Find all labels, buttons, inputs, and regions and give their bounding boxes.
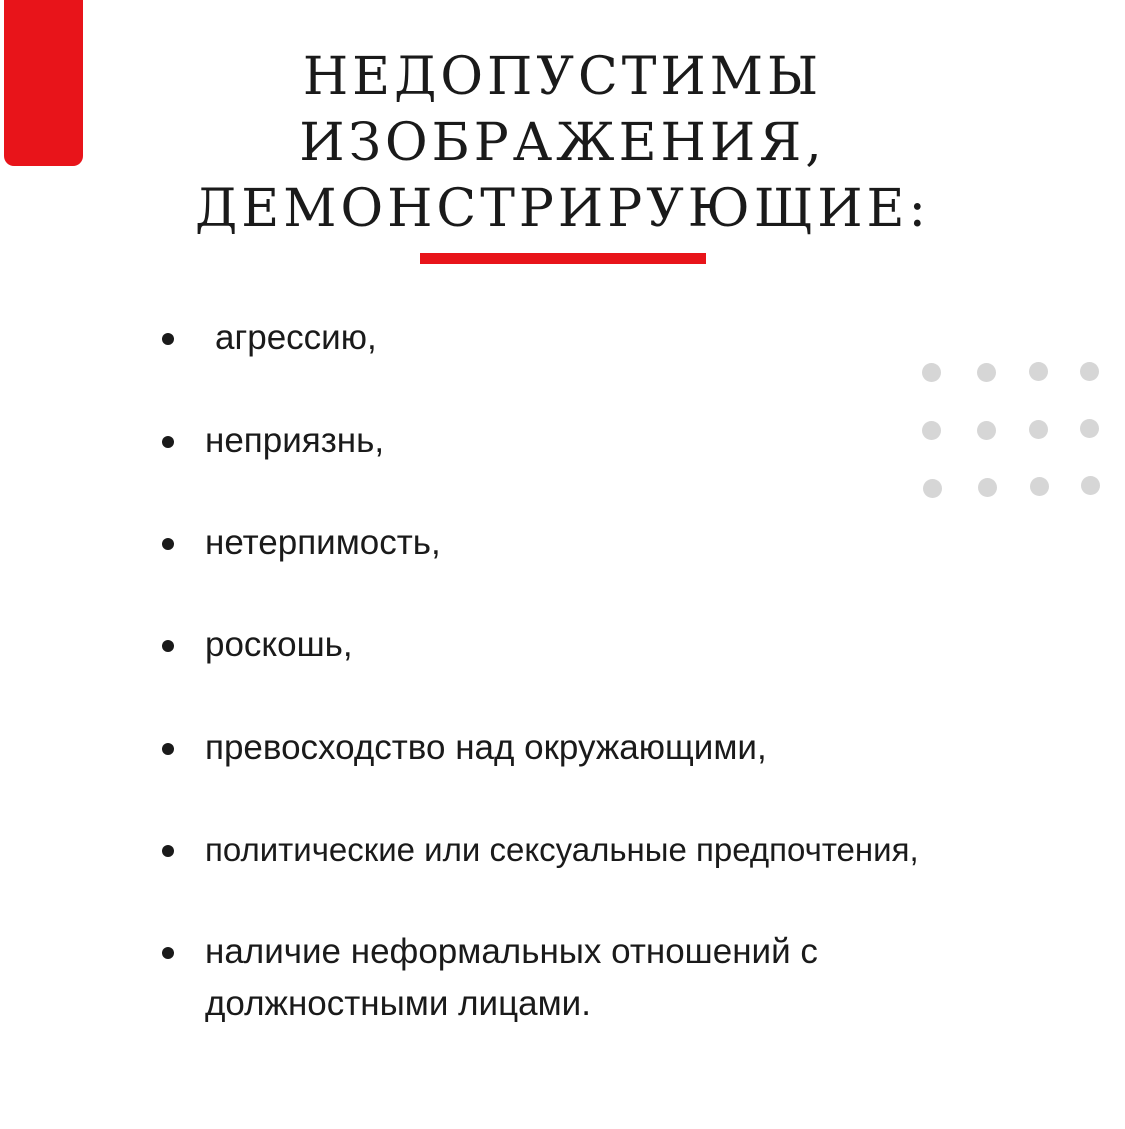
list-item-text: превосходство над окружающими, [205,728,767,767]
dot-grid-circle [977,421,996,440]
dot-grid-circle [1029,362,1048,381]
dot-grid-circle [1029,420,1048,439]
list-item-text: политические или сексуальные предпочтения, [205,831,919,868]
list-item-text: роскошь, [205,625,353,664]
list-item-text: агрессию, [215,318,377,357]
title-underline [420,253,706,264]
list-item [160,619,1115,671]
dot-grid-circle [1080,419,1099,438]
list-item-text: наличие неформальных отношений с должностными лицами. [205,932,818,1023]
title-line-2: ИЗОБРАЖЕНИЯ, [299,113,826,173]
title-line-3: ДЕМОНСТРИРУЮЩИЕ: [194,179,931,239]
list-item [160,517,1115,569]
dot-grid-circle [1030,477,1049,496]
bullet-dot-icon [162,538,174,550]
dot-grid-circle [977,363,996,382]
dot-grid-circle [978,478,997,497]
list-item [160,722,1115,774]
bullet-dot-icon [162,947,174,959]
list-item-text: неприязнь, [205,421,385,460]
dot-grid-circle [922,421,941,440]
red-accent-bar [4,0,83,166]
list-item [160,926,1115,1030]
bullet-dot-icon [162,845,174,857]
title-line-1: НЕДОПУСТИМЫ [302,47,823,107]
list-item-text: нетерпимость, [205,523,441,562]
page-title [150,44,975,242]
list-item [160,824,1115,876]
dot-grid-circle [923,479,942,498]
dot-grid-circle [922,363,941,382]
dot-grid-circle [1081,476,1100,495]
bullet-dot-icon [162,640,174,652]
bullet-dot-icon [162,743,174,755]
decorative-dot-grid [922,361,1102,501]
bullet-dot-icon [162,436,174,448]
dot-grid-circle [1080,362,1099,381]
list-item [160,312,1115,364]
bullet-dot-icon [162,333,174,345]
